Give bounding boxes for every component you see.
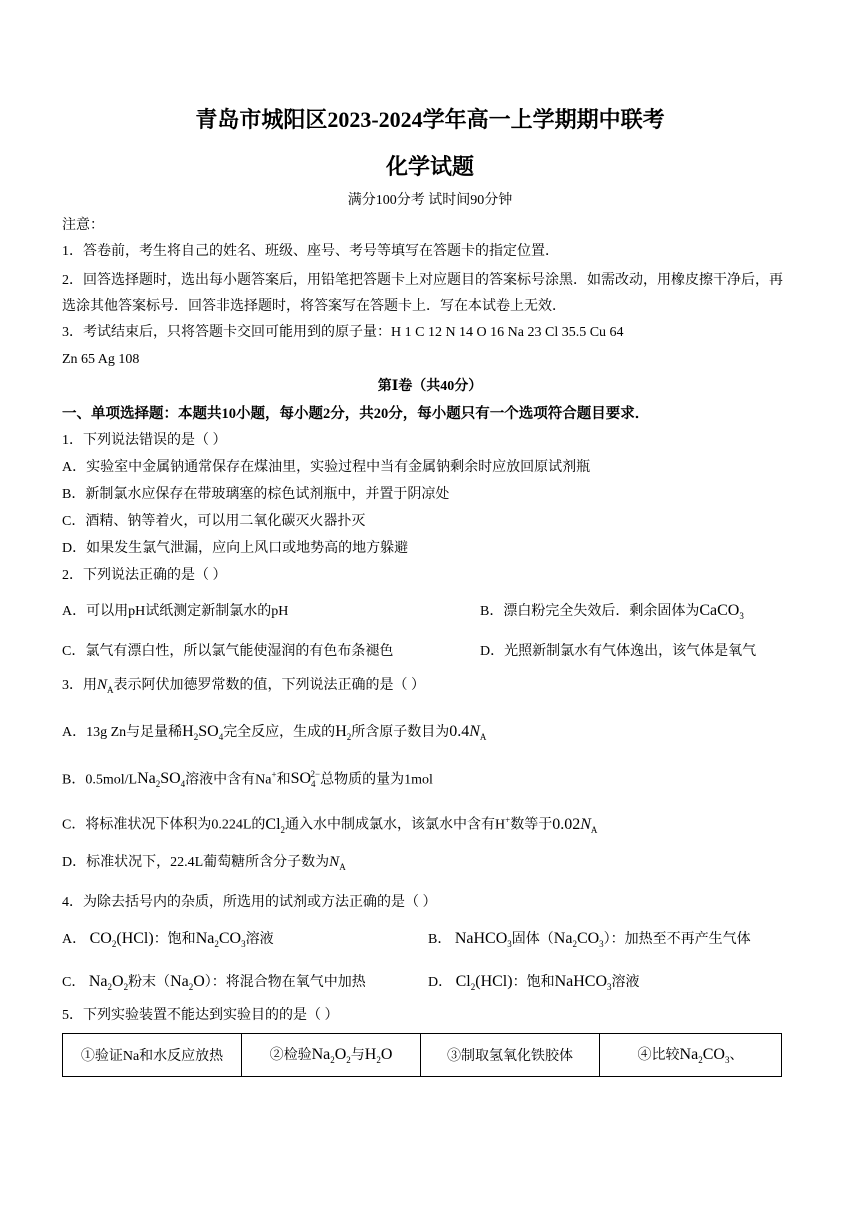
subject-title: 化学试题 <box>385 154 474 179</box>
q1-option-c: C．酒精、钠等着火，可以用二氧化碳灭火器扑灭 <box>62 514 366 529</box>
q2-stem: 2．下列说法正确的是（ ） <box>62 568 227 583</box>
q5-cell-1: ①验证Na和水反应放热 <box>63 1034 242 1077</box>
note-2: 2．回答选择题时，选出每小题答案后，用铅笔把答题卡上对应题目的答案标号涂黑．如需改动，用橡皮擦干净后，再选涂其他答案标号．回答非选择题时，将答案写在答题卡上．写在本试卷上无效． <box>62 273 783 314</box>
q4-option-a: A． $CO_2(HCl)$：饱和$Na_2CO_3$溶液 <box>62 930 274 950</box>
q3-option-a: A．13g Zn与足量稀$H_2SO_4$完全反应，生成的$H_2$所含原子数目为$0.4N_A$ <box>62 723 487 743</box>
q2-option-c: C．氯气有漂白性，所以氯气能使湿润的有色布条褪色 <box>62 644 394 659</box>
q3-option-d: D．标准状况下，22.4L葡萄糖所含分子数为$N_A$ <box>62 854 346 872</box>
section-heading: 一、单项选择题：本题共10小题，每小题2分，共20分，每小题只有一个选项符合题目要求． <box>62 406 650 422</box>
note-3-continued: Zn 65 Ag 108 <box>62 352 140 367</box>
q3-option-c: C．将标准状况下体积为0.224L的$Cl_2$通入水中制成氯水，该氯水中含有H+数等于$0.02N_A$ <box>62 815 598 835</box>
q5-stem: 5．下列实验装置不能达到实验目的的是（ ） <box>62 1008 339 1023</box>
q4-option-b: B． NaHCO$_3$固体$(Na_2CO_3)$：加热至不再产生气体 <box>428 930 751 950</box>
q2-option-d: D．光照新制氯水有气体逸出，该气体是氧气 <box>480 644 757 659</box>
note-3: 3．考试结束后，只将答题卡交回可能用到的原子量：H 1 C 12 N 14 O 16 Na 23 Cl 35.5 Cu 64 <box>62 325 624 340</box>
note-1: 1．答卷前，考生将自己的姓名、班级、座号、考号等填写在答题卡的指定位置． <box>62 244 559 259</box>
notes-heading: 注意： <box>62 218 104 233</box>
q3-option-b: B．$0.5mol/LNa_2SO_4$溶液中含有Na+和$SO_4^{2-}$总物质的量为1mol <box>62 769 433 790</box>
q4-option-c: C． $Na_2O_2$粉末$(Na_2O)$：将混合物在氧气中加热 <box>62 973 366 993</box>
q4-option-d: D． $Cl_2(HCl)$：饱和NaHCO$_3$溶液 <box>428 973 640 993</box>
q2-option-b: B．漂白粉完全失效后．剩余固体为CaCO$_3$ <box>480 602 744 622</box>
part-1-heading: 第Ⅰ卷（共40分） <box>377 379 483 394</box>
q5-cell-3: ③制取氢氧化铁胶体 <box>421 1034 600 1077</box>
q5-apparatus-table <box>62 1033 782 1077</box>
q5-cell-2: ②检验$Na_2O_2$与$H_2O$ <box>242 1034 421 1077</box>
q5-cell-4: ④比较$Na_2CO_3$、 <box>600 1034 782 1077</box>
q1-option-d: D．如果发生氯气泄漏，应向上风口或地势高的地方躲避 <box>62 541 409 556</box>
q1-option-b: B．新制氯水应保存在带玻璃塞的棕色试剂瓶中，并置于阴凉处 <box>62 487 450 502</box>
q1-option-a: A．实验室中金属钠通常保存在煤油里，实验过程中当有金属钠剩余时应放回原试剂瓶 <box>62 460 591 475</box>
q4-stem: 4．为除去括号内的杂质，所选用的试剂或方法正确的是（ ） <box>62 895 437 910</box>
exam-title: 青岛市城阳区2023-2024学年高一上学期期中联考 <box>195 107 665 132</box>
q2-option-a: A．可以用pH试纸测定新制氯水的pH <box>62 604 289 619</box>
q3-stem: 3．用$N_A$表示阿伏加德罗常数的值，下列说法正确的是（ ） <box>62 677 426 695</box>
exam-meta: 满分100分考 试时间90分钟 <box>347 193 513 208</box>
q1-stem: 1．下列说法错误的是（ ） <box>62 433 227 448</box>
